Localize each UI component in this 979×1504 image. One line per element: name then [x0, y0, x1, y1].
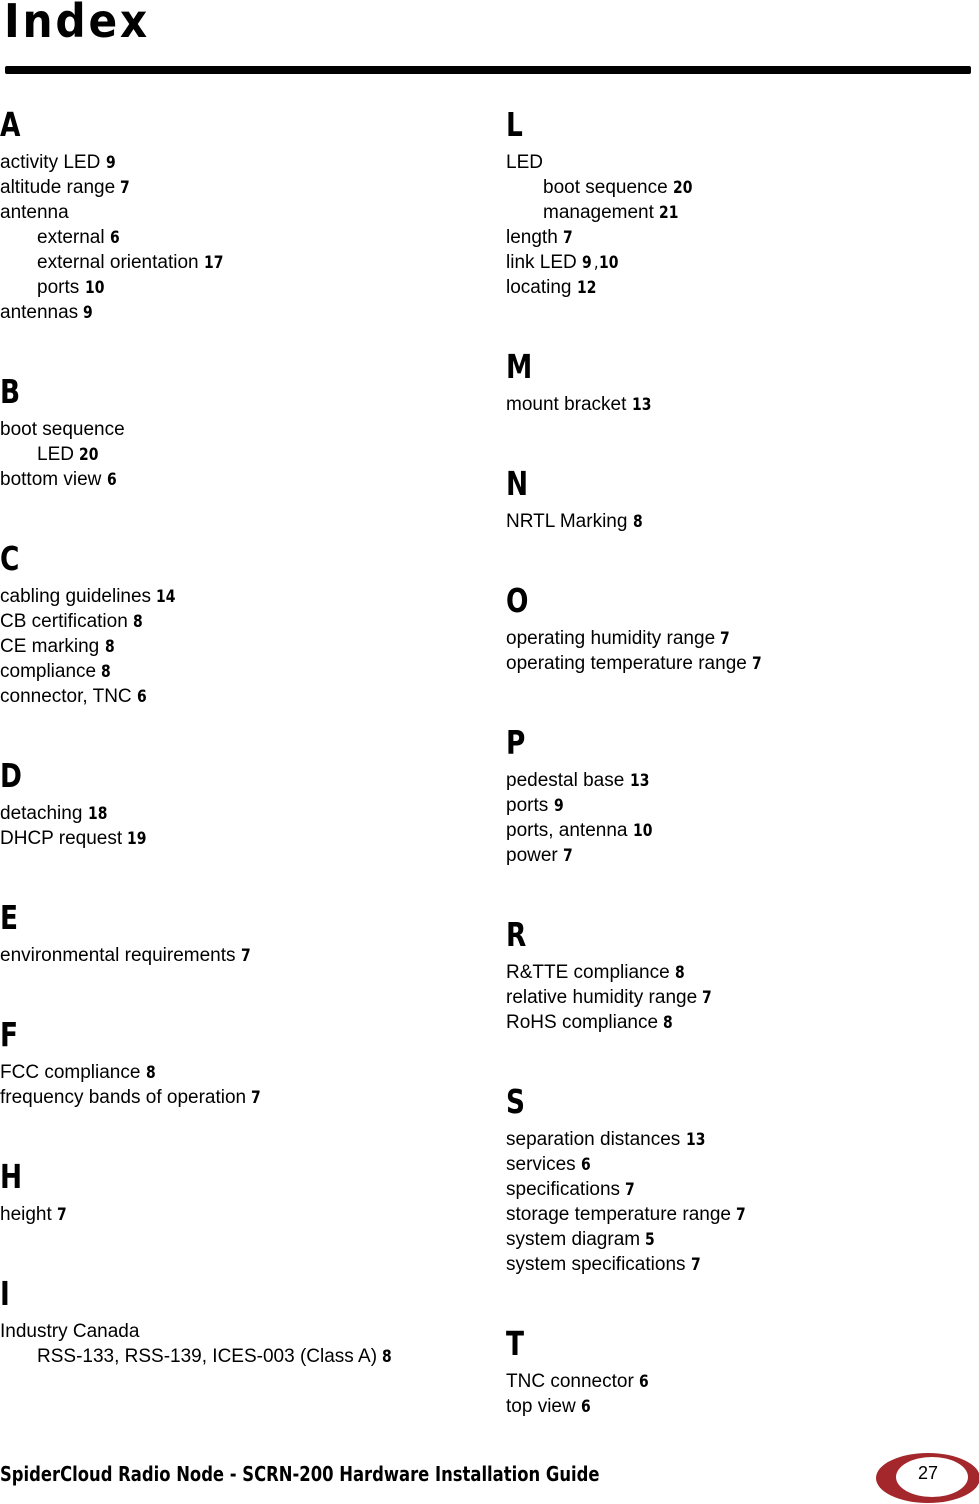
index-entry [0, 584, 470, 609]
index-entry [506, 392, 976, 417]
page-reference-link[interactable]: 7 [563, 846, 573, 866]
index-entry [0, 659, 470, 684]
index-column-right [506, 100, 976, 1461]
index-entry [506, 1227, 976, 1252]
section-letter: A [0, 105, 21, 144]
page-reference-link[interactable]: 13 [631, 395, 652, 415]
index-entry [0, 1202, 470, 1227]
index-section-o [506, 576, 976, 676]
page-reference-link[interactable]: 8 [145, 1063, 156, 1083]
index-subentry [0, 225, 470, 250]
index-subentry [0, 250, 470, 275]
index-entry [0, 300, 470, 325]
page-reference-link[interactable]: 9 [105, 153, 116, 173]
section-letter: T [506, 1324, 525, 1363]
section-letter: P [506, 723, 526, 762]
index-entry [506, 1394, 976, 1419]
index-section-d [0, 751, 470, 851]
index-subentry [506, 200, 976, 225]
section-letter: F [0, 1015, 19, 1054]
entry-term: Industry Canada [0, 1321, 140, 1342]
entry-term: link LED [506, 252, 577, 273]
page-reference-link[interactable]: 12 [576, 278, 597, 298]
index-entry [0, 634, 470, 659]
entry-term: detaching [0, 803, 83, 824]
index-entry [0, 684, 470, 709]
entry-term: relative humidity range [506, 987, 698, 1008]
index-subentry [506, 175, 976, 200]
index-entry [0, 609, 470, 634]
section-letter: B [0, 372, 21, 411]
index-section-b [0, 367, 470, 492]
page-reference-link[interactable]: 8 [101, 662, 112, 682]
entry-term: ports [37, 277, 80, 298]
index-entry [0, 1085, 470, 1110]
entry-term: RoHS compliance [506, 1012, 659, 1033]
page-reference-link[interactable]: 10 [599, 253, 619, 273]
page-title: Index [4, 0, 150, 48]
page-reference-link[interactable]: 6 [106, 470, 117, 490]
index-subentry [0, 1344, 470, 1369]
footer-guide-title: SpiderCloud Radio Node - SCRN-200 Hardware Installation Guide [0, 1462, 600, 1486]
page-reference-link[interactable]: 7 [752, 654, 762, 674]
entry-term: top view [506, 1396, 576, 1417]
page-reference-link[interactable]: 10 [632, 821, 653, 841]
index-entry [506, 1010, 976, 1035]
page-reference-link[interactable]: 7 [563, 228, 573, 248]
index-section-c [0, 534, 470, 709]
index-column-left [0, 100, 470, 1411]
page-reference-link[interactable]: 6 [580, 1397, 591, 1417]
entry-term: pedestal base [506, 770, 625, 791]
index-entry [506, 150, 976, 175]
page-reference-link[interactable]: 8 [663, 1013, 674, 1033]
index-entry [506, 768, 976, 793]
entry-term: locating [506, 277, 572, 298]
entry-term: ports, antenna [506, 820, 628, 841]
section-letter: C [0, 539, 20, 578]
page-reference-link[interactable]: 7 [736, 1205, 746, 1225]
index-entry [506, 275, 976, 300]
page-reference-link[interactable]: 10 [84, 278, 104, 298]
index-entry [506, 1127, 976, 1152]
entry-term: length [506, 227, 558, 248]
index-section-t [506, 1319, 976, 1419]
page-reference-link[interactable]: 21 [659, 203, 679, 223]
page-reference-link[interactable]: 7 [240, 946, 251, 966]
page-reference-link[interactable]: 6 [580, 1155, 591, 1175]
entry-term: height [0, 1204, 52, 1225]
index-entry [0, 467, 470, 492]
index-entry [0, 1060, 470, 1085]
index-entry [506, 1252, 976, 1277]
entry-term: specifications [506, 1179, 621, 1200]
index-section-l [506, 100, 976, 300]
page-reference-link[interactable]: 7 [57, 1205, 67, 1225]
entry-term: NRTL Marking [506, 511, 628, 532]
entry-term: RSS-133, RSS-139, ICES-003 (Class A) [37, 1346, 378, 1367]
section-letter: O [506, 581, 529, 620]
index-section-n [506, 459, 976, 534]
entry-term: operating temperature range [506, 653, 747, 674]
index-section-e [0, 893, 470, 968]
entry-term: antenna [0, 202, 69, 223]
index-entry [506, 793, 976, 818]
index-entry [0, 943, 470, 968]
page-reference-link[interactable]: 20 [672, 178, 693, 198]
index-subentry [0, 275, 470, 300]
index-entry [0, 150, 470, 175]
page-reference-link[interactable]: 7 [702, 988, 713, 1008]
section-letter: M [506, 347, 533, 386]
page-reference-link[interactable]: 6 [109, 228, 120, 248]
section-letter: H [0, 1157, 23, 1196]
page-reference-link[interactable]: 7 [120, 178, 131, 198]
index-section-f [0, 1010, 470, 1110]
entry-term: antennas [0, 302, 79, 323]
section-letter: L [506, 105, 523, 144]
page-reference-link[interactable]: 8 [133, 612, 143, 632]
entry-term: R&TTE compliance [506, 962, 670, 983]
index-entry [506, 225, 976, 250]
index-entry [506, 843, 976, 868]
index-entry [506, 626, 976, 651]
entry-term: altitude range [0, 177, 116, 198]
page-reference-link[interactable]: 8 [674, 963, 685, 983]
entry-term: external orientation [37, 252, 199, 273]
index-entry [506, 1369, 976, 1394]
index-entry [506, 509, 976, 534]
index-section-a [0, 100, 470, 325]
entry-term: system specifications [506, 1254, 686, 1275]
entry-term: DHCP request [0, 828, 123, 849]
entry-term: boot sequence [0, 419, 125, 440]
page-reference-link[interactable]: 7 [690, 1255, 701, 1275]
entry-term: boot sequence [543, 177, 668, 198]
entry-term: LED [506, 152, 543, 173]
index-entry [506, 960, 976, 985]
index-entry [506, 1202, 976, 1227]
page-number: 27 [917, 1463, 939, 1483]
index-entry [506, 651, 976, 676]
section-letter: D [0, 756, 22, 795]
page-reference-link[interactable]: 18 [87, 804, 108, 824]
entry-term: storage temperature range [506, 1204, 731, 1225]
page-reference-link[interactable]: 17 [203, 253, 224, 273]
entry-term: connector, TNC [0, 686, 132, 707]
entry-term: FCC compliance [0, 1062, 141, 1083]
page-reference-link[interactable]: 8 [104, 637, 115, 657]
index-section-r [506, 910, 976, 1035]
entry-term: system diagram [506, 1229, 641, 1250]
entry-term: activity LED [0, 152, 101, 173]
page-reference-link[interactable]: 14 [156, 587, 176, 607]
index-section-p [506, 718, 976, 868]
entry-term: CB certification [0, 611, 128, 632]
page-number-badge [876, 1453, 979, 1503]
entry-term: services [506, 1154, 576, 1175]
page-reference-link[interactable]: 8 [632, 512, 643, 532]
section-letter: R [506, 915, 527, 954]
title-divider [5, 66, 971, 74]
entry-term: separation distances [506, 1129, 681, 1150]
index-entry [0, 801, 470, 826]
section-letter: N [506, 464, 529, 503]
entry-term: management [543, 202, 654, 223]
section-letter: S [506, 1082, 526, 1121]
index-entry [506, 985, 976, 1010]
index-section-h [0, 1152, 470, 1227]
index-entry [0, 826, 470, 851]
index-entry [506, 1177, 976, 1202]
page-reference-link[interactable]: 8 [382, 1347, 393, 1367]
entry-term: environmental requirements [0, 945, 236, 966]
index-entry: link LED 9 ,10 [506, 250, 976, 275]
entry-term: LED [37, 444, 74, 465]
section-letter: I [0, 1274, 10, 1313]
page-reference-link[interactable]: 9 [553, 796, 564, 816]
entry-term: CE marking [0, 636, 100, 657]
entry-term: operating humidity range [506, 628, 716, 649]
entry-term: frequency bands of operation [0, 1087, 247, 1108]
page-reference-link[interactable]: 7 [625, 1180, 636, 1200]
page-reference-link[interactable]: 5 [645, 1230, 656, 1250]
page-reference-link[interactable]: 7 [720, 629, 731, 649]
index-entry [506, 1152, 976, 1177]
index-section-m [506, 342, 976, 417]
entry-term: bottom view [0, 469, 102, 490]
index-entry [0, 1319, 470, 1344]
page-reference-link[interactable]: 13 [629, 771, 650, 791]
entry-term: compliance [0, 661, 97, 682]
index-section-s [506, 1077, 976, 1277]
page-reference-link[interactable]: 6 [639, 1372, 649, 1392]
index-entry [506, 818, 976, 843]
entry-term: cabling guidelines [0, 586, 152, 607]
index-entry [0, 200, 470, 225]
page-reference-link[interactable]: 7 [251, 1088, 262, 1108]
index-entry [0, 175, 470, 200]
entry-term: mount bracket [506, 394, 627, 415]
entry-term: TNC connector [506, 1371, 634, 1392]
page-reference-link[interactable]: 6 [136, 687, 147, 707]
entry-term: ports [506, 795, 549, 816]
page-reference-link[interactable]: 20 [79, 445, 99, 465]
section-letter: E [0, 898, 19, 937]
index-entry [0, 417, 470, 442]
entry-term: power [506, 845, 558, 866]
entry-term: external [37, 227, 105, 248]
index-section-i [0, 1269, 470, 1369]
index-subentry [0, 442, 470, 467]
page-reference-link[interactable]: 9 [83, 303, 94, 323]
page-reference-link[interactable]: 9 [582, 253, 592, 273]
page-reference-link[interactable]: 13 [685, 1130, 705, 1150]
page-reference-link[interactable]: 19 [127, 829, 147, 849]
